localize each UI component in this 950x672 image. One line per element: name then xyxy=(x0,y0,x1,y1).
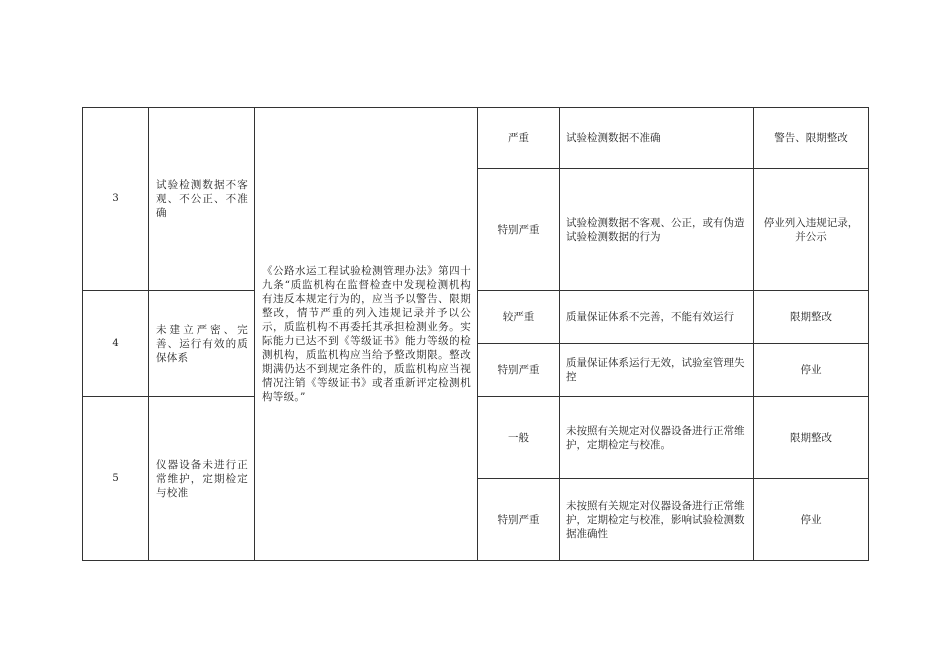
legal-basis: 《公路水运工程试验检测管理办法》第四十九条“质监机构在监督检查中发现检测机构有违反本规定行为的，应当予以警告、限期整改，情节严重的列入违规记录并予以公示，质监机构不再委托其承担检测业务。实际能力已达不到《等级证书》能力等级的检测机构，质监机构应当给予整改期限。整改期满仍达不到规定条件的，质监机构应当视情况注销《等级证书》或者重新评定检测机构等级。” xyxy=(255,108,478,561)
violation-situation: 试验检测数据不客观、公正，或有伪造试验检测数据的行为 xyxy=(560,169,754,291)
penalty-measure: 限期整改 xyxy=(754,291,869,344)
severity-level: 特别严重 xyxy=(478,169,560,291)
severity-level: 一般 xyxy=(478,397,560,479)
violation-situation: 未按照有关规定对仪器设备进行正常维护，定期检定与校准。 xyxy=(560,397,754,479)
violation-situation: 质量保证体系运行无效，试验室管理失控 xyxy=(560,344,754,397)
table-row xyxy=(83,108,869,169)
row-number: 3 xyxy=(83,108,149,291)
penalty-measure: 限期整改 xyxy=(754,397,869,479)
severity-level: 特别严重 xyxy=(478,479,560,561)
severity-level: 较严重 xyxy=(478,291,560,344)
violation-item: 试验检测数据不客观、不公正、不准确 xyxy=(149,108,255,291)
row-number: 4 xyxy=(83,291,149,397)
severity-level: 严重 xyxy=(478,108,560,169)
violation-situation: 质量保证体系不完善，不能有效运行 xyxy=(560,291,754,344)
penalty-measure: 警告、限期整改 xyxy=(754,108,869,169)
violation-item: 仪器设备未进行正常维护，定期检定与校准 xyxy=(149,397,255,561)
row-number: 5 xyxy=(83,397,149,561)
penalty-measure: 停业 xyxy=(754,479,869,561)
violation-situation: 未按照有关规定对仪器设备进行正常维护，定期检定与校准，影响试验检测数据准确性 xyxy=(560,479,754,561)
penalty-measure: 停业 xyxy=(754,344,869,397)
violation-item: 未建立严密、完善、运行有效的质保体系 xyxy=(149,291,255,397)
violation-situation: 试验检测数据不准确 xyxy=(560,108,754,169)
penalty-table xyxy=(82,107,869,561)
severity-level: 特别严重 xyxy=(478,344,560,397)
penalty-measure: 停业列入违规记录，并公示 xyxy=(754,169,869,291)
